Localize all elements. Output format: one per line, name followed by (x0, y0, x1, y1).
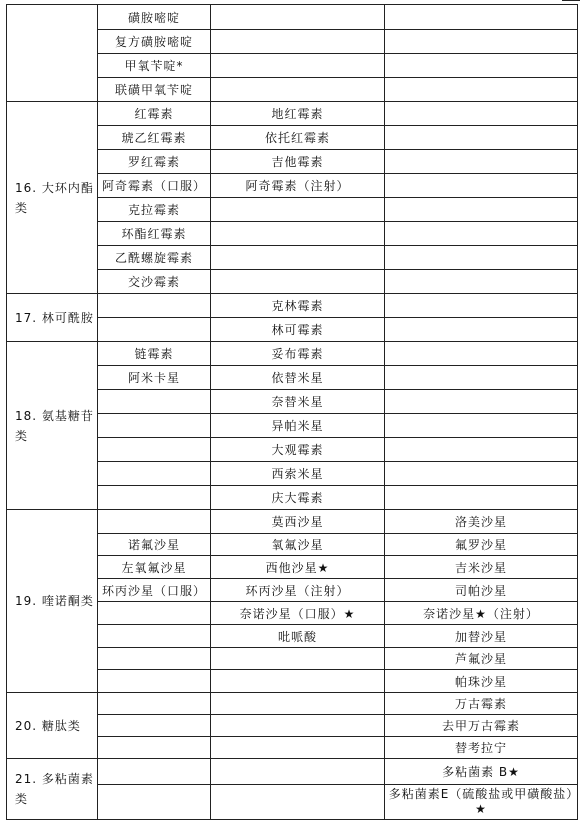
second-line-drug-cell (211, 78, 385, 102)
second-line-drug-cell: 阿奇霉素（注射） (211, 174, 385, 198)
second-line-drug-cell: 吉他霉素 (211, 150, 385, 174)
second-line-drug-cell: 依托红霉素 (211, 126, 385, 150)
first-line-drug-cell (98, 414, 211, 438)
restricted-drug-cell (385, 174, 578, 198)
restricted-drug-cell (385, 294, 578, 318)
restricted-drug-cell (385, 390, 578, 414)
table-body (7, 5, 578, 820)
table-row (7, 510, 578, 534)
first-line-drug-cell: 链霉素 (98, 342, 211, 366)
second-line-drug-cell: 环丙沙星（注射） (211, 579, 385, 602)
restricted-drug-cell (385, 366, 578, 390)
second-line-drug-cell (211, 759, 385, 785)
first-line-drug-cell (98, 693, 211, 715)
second-line-drug-cell: 莫西沙星 (211, 510, 385, 534)
restricted-drug-cell (385, 246, 578, 270)
restricted-drug-cell: 多粘菌素 B★ (385, 759, 578, 785)
restricted-drug-cell (385, 150, 578, 174)
first-line-drug-cell: 罗红霉素 (98, 150, 211, 174)
first-line-drug-cell: 阿米卡星 (98, 366, 211, 390)
second-line-drug-cell: 大观霉素 (211, 438, 385, 462)
first-line-drug-cell: 诺氟沙星 (98, 534, 211, 556)
first-line-drug-cell: 交沙霉素 (98, 270, 211, 294)
second-line-drug-cell: 克林霉素 (211, 294, 385, 318)
restricted-drug-cell (385, 5, 578, 30)
restricted-drug-cell (385, 486, 578, 510)
second-line-drug-cell: 地红霉素 (211, 102, 385, 126)
second-line-drug-cell (211, 222, 385, 246)
first-line-drug-cell: 复方磺胺嘧啶 (98, 30, 211, 54)
first-line-drug-cell (98, 759, 211, 785)
restricted-drug-cell: 氟罗沙星 (385, 534, 578, 556)
restricted-drug-cell: 替考拉宁 (385, 737, 578, 759)
second-line-drug-cell (211, 270, 385, 294)
second-line-drug-cell: 庆大霉素 (211, 486, 385, 510)
restricted-drug-cell (385, 318, 578, 342)
first-line-drug-cell: 琥乙红霉素 (98, 126, 211, 150)
table-row (7, 294, 578, 318)
second-line-drug-cell (211, 246, 385, 270)
second-line-drug-cell (211, 54, 385, 78)
restricted-drug-cell (385, 222, 578, 246)
first-line-drug-cell (98, 390, 211, 414)
restricted-drug-cell: 芦氟沙星 (385, 648, 578, 670)
restricted-drug-cell: 吉米沙星 (385, 556, 578, 579)
restricted-drug-cell (385, 438, 578, 462)
restricted-drug-cell (385, 198, 578, 222)
second-line-drug-cell (211, 715, 385, 737)
second-line-drug-cell: 奈替米星 (211, 390, 385, 414)
restricted-drug-cell: 多粘菌素E（硫酸盐或甲磺酸盐）★ (385, 785, 578, 820)
antibiotic-classification-table (6, 4, 578, 820)
second-line-drug-cell: 西他沙星★ (211, 556, 385, 579)
second-line-drug-cell: 依替米星 (211, 366, 385, 390)
table-row (7, 102, 578, 126)
first-line-drug-cell (98, 715, 211, 737)
first-line-drug-cell: 联磺甲氧苄啶 (98, 78, 211, 102)
second-line-drug-cell: 西索米星 (211, 462, 385, 486)
first-line-drug-cell (98, 737, 211, 759)
second-line-drug-cell (211, 737, 385, 759)
second-line-drug-cell: 奈诺沙星（口服）★ (211, 602, 385, 625)
drug-class-cell: 21. 多粘菌素类 (7, 759, 98, 820)
drug-class-cell: 16. 大环内酯类 (7, 102, 98, 294)
drug-class-cell: 17. 林可酰胺 (7, 294, 98, 342)
restricted-drug-cell: 司帕沙星 (385, 579, 578, 602)
restricted-drug-cell (385, 30, 578, 54)
restricted-drug-cell (385, 414, 578, 438)
drug-class-cell (7, 5, 98, 102)
second-line-drug-cell: 林可霉素 (211, 318, 385, 342)
second-line-drug-cell (211, 5, 385, 30)
second-line-drug-cell (211, 693, 385, 715)
second-line-drug-cell: 妥布霉素 (211, 342, 385, 366)
restricted-drug-cell: 加替沙星 (385, 625, 578, 648)
table-row (7, 759, 578, 785)
first-line-drug-cell: 甲氧苄啶* (98, 54, 211, 78)
first-line-drug-cell (98, 602, 211, 625)
second-line-drug-cell: 吡哌酸 (211, 625, 385, 648)
second-line-drug-cell (211, 198, 385, 222)
first-line-drug-cell (98, 318, 211, 342)
restricted-drug-cell: 奈诺沙星★（注射） (385, 602, 578, 625)
restricted-drug-cell (385, 78, 578, 102)
drug-class-cell: 19. 喹诺酮类 (7, 510, 98, 693)
restricted-drug-cell: 去甲万古霉素 (385, 715, 578, 737)
table-row (7, 342, 578, 366)
first-line-drug-cell: 阿奇霉素（口服） (98, 174, 211, 198)
drug-class-cell: 18. 氨基糖苷类 (7, 342, 98, 510)
first-line-drug-cell (98, 785, 211, 820)
first-line-drug-cell: 环丙沙星（口服） (98, 579, 211, 602)
restricted-drug-cell: 洛美沙星 (385, 510, 578, 534)
second-line-drug-cell: 氧氟沙星 (211, 534, 385, 556)
table-row (7, 693, 578, 715)
first-line-drug-cell: 红霉素 (98, 102, 211, 126)
restricted-drug-cell: 帕珠沙星 (385, 670, 578, 693)
second-line-drug-cell (211, 785, 385, 820)
second-line-drug-cell (211, 30, 385, 54)
first-line-drug-cell (98, 510, 211, 534)
first-line-drug-cell: 磺胺嘧啶 (98, 5, 211, 30)
restricted-drug-cell (385, 462, 578, 486)
first-line-drug-cell: 乙酰螺旋霉素 (98, 246, 211, 270)
first-line-drug-cell (98, 294, 211, 318)
restricted-drug-cell (385, 342, 578, 366)
restricted-drug-cell: 万古霉素 (385, 693, 578, 715)
first-line-drug-cell: 左氧氟沙星 (98, 556, 211, 579)
first-line-drug-cell (98, 648, 211, 670)
restricted-drug-cell (385, 126, 578, 150)
drug-class-cell: 20. 糖肽类 (7, 693, 98, 759)
first-line-drug-cell (98, 625, 211, 648)
first-line-drug-cell (98, 486, 211, 510)
first-line-drug-cell (98, 438, 211, 462)
table-row (7, 5, 578, 30)
first-line-drug-cell: 克拉霉素 (98, 198, 211, 222)
first-line-drug-cell (98, 670, 211, 693)
restricted-drug-cell (385, 102, 578, 126)
restricted-drug-cell (385, 270, 578, 294)
second-line-drug-cell (211, 670, 385, 693)
second-line-drug-cell (211, 648, 385, 670)
first-line-drug-cell (98, 462, 211, 486)
second-line-drug-cell: 异帕米星 (211, 414, 385, 438)
restricted-drug-cell (385, 54, 578, 78)
first-line-drug-cell: 环酯红霉素 (98, 222, 211, 246)
